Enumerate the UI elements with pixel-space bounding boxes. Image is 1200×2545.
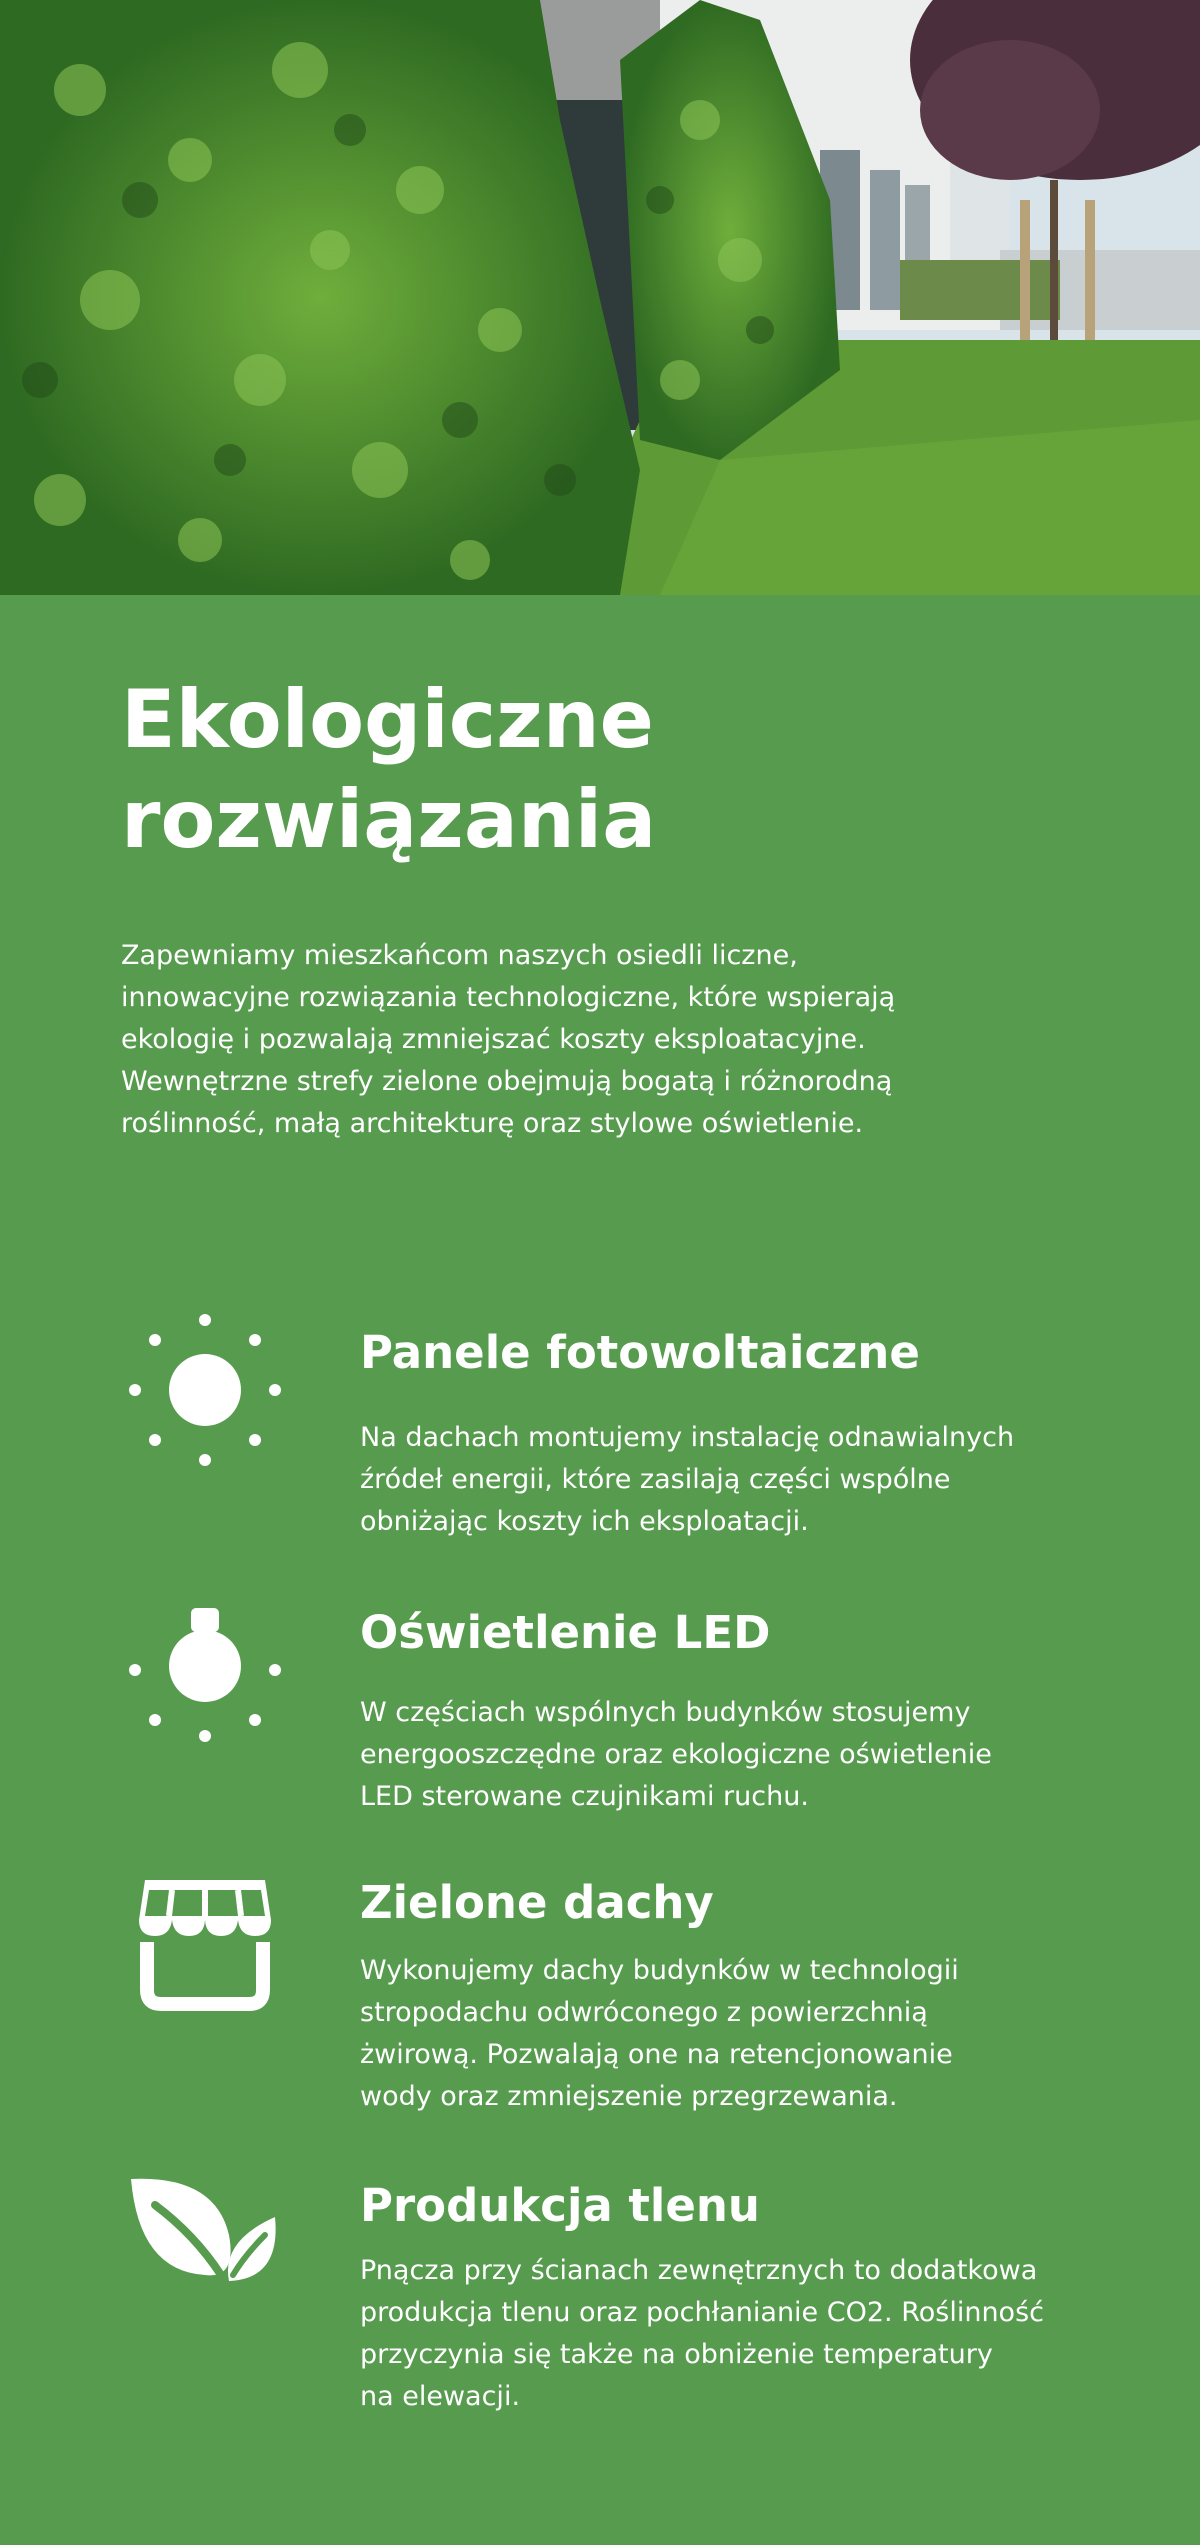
page-title xyxy=(121,670,1021,870)
feature-line: przyczynia się także na obniżenie temperatury xyxy=(360,2339,993,2370)
feature-line: Pnącza przy ścianach zewnętrznych to dodatkowa xyxy=(360,2255,1038,2286)
feature-title: Oświetlenie LED xyxy=(360,1606,771,1659)
feature-description xyxy=(360,2250,1160,2418)
feature-description xyxy=(360,1692,1160,1818)
feature-line: W częściach wspólnych budynków stosujemy xyxy=(360,1697,971,1728)
feature-line: obniżając koszty ich eksploatacji. xyxy=(360,1506,809,1537)
feature-line: Wykonujemy dachy budynków w technologii xyxy=(360,1955,959,1986)
awning-icon xyxy=(125,1870,285,2030)
intro-line: Wewnętrzne strefy zielone obejmują bogatą i różnorodną xyxy=(121,1066,893,1097)
feature-title: Zielone dachy xyxy=(360,1876,714,1929)
feature-line: żwirową. Pozwalają one na retencjonowanie xyxy=(360,2039,953,2070)
intro-line: roślinność, małą architekturę oraz stylowe oświetlenie. xyxy=(121,1108,864,1139)
feature-line: energooszczędne oraz ekologiczne oświetlenie xyxy=(360,1739,992,1770)
feature-title: Panele fotowoltaiczne xyxy=(360,1326,920,1379)
feature-description xyxy=(360,1417,1160,1543)
feature-line: na elewacji. xyxy=(360,2381,521,2412)
feature-line: stropodachu odwróconego z powierzchnią xyxy=(360,1997,928,2028)
intro-line: ekologię i pozwalają zmniejszać koszty eksploatacyjne. xyxy=(121,1024,866,1055)
intro-paragraph xyxy=(121,935,1081,1145)
feature-description xyxy=(360,1950,1160,2118)
feature-line: LED sterowane czujnikami ruchu. xyxy=(360,1781,809,1812)
feature-line: Na dachach montujemy instalację odnawialnych xyxy=(360,1422,1015,1453)
feature-line: wody oraz zmniejszenie przegrzewania. xyxy=(360,2081,898,2112)
feature-line: produkcja tlenu oraz pochłanianie CO2. Roślinność xyxy=(360,2297,1044,2328)
title-line: rozwiązania xyxy=(121,773,657,866)
intro-line: innowacyjne rozwiązania technologiczne, które wspierają xyxy=(121,982,896,1013)
lightbulb-icon xyxy=(125,1600,285,1760)
hero-image xyxy=(0,0,1200,595)
feature-line: źródeł energii, które zasilają części wspólne xyxy=(360,1464,951,1495)
sun-icon xyxy=(125,1310,285,1470)
intro-line: Zapewniamy mieszkańcom naszych osiedli liczne, xyxy=(121,940,798,971)
title-line: Ekologiczne xyxy=(121,673,654,766)
feature-title: Produkcja tlenu xyxy=(360,2179,760,2232)
building-facade-with-ivy-photo xyxy=(0,0,1200,595)
leaves-icon xyxy=(125,2175,285,2295)
